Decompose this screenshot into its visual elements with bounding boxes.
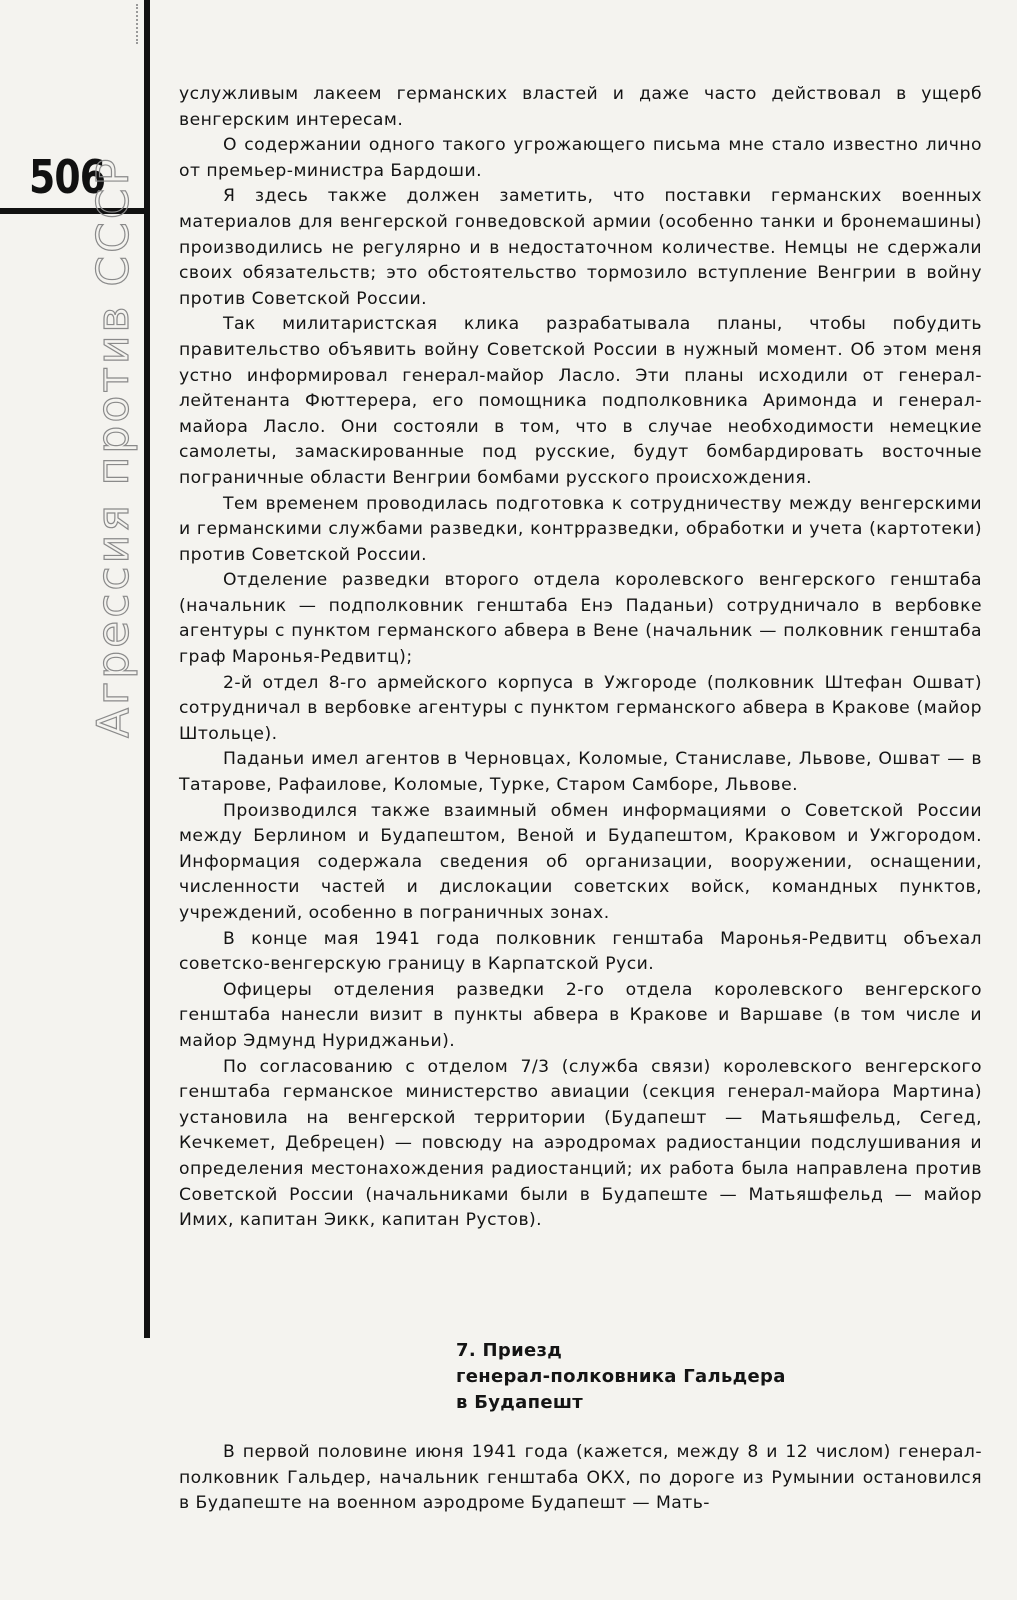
paragraph-10: В конце мая 1941 года полковник генштаба Маронья-Редвитц объехал советско-венгерскую границу в Карпатской Руси. — [179, 928, 982, 975]
paragraph-1: услужливым лакеем германских властей и даже часто действовал в ущерб венгерским интересам. — [179, 84, 982, 130]
paragraph-7: 2-й отдел 8-го армейского корпуса в Ужгороде (полковник Штефан Ошват) сотрудничал в вербовке агентуры с пунктом германского абвера в Кракове (майор Штольце). — [179, 672, 982, 744]
running-title-vertical: Агрессия против СССР — [88, 155, 139, 738]
paragraph-5: Тем временем проводилась подготовка к сотрудничеству между венгерскими и германскими службами разведки, контрразведки, обработки и учета (картотеки) против Советской России. — [179, 493, 982, 565]
paragraph-12: По согласованию с отделом 7/3 (служба связи) королевского венгерского генштаба германское министерство авиации (секция генерал-майора Мартина) установила на венгерской территории (Будапешт — Матьяшфельд, Сегед, Кечкемет, Дебрецен) — повсюду на аэродромах радиостанции подслушивания и определения местонахождения радиостанций; их работа была направлена против Советской России (начальниками были в Будапеште — Матьяшфельд — майор Имих, капитан Эикк, капитан Рустов). — [179, 1056, 982, 1231]
margin-vertical-rule — [144, 0, 150, 1338]
section-paragraph: В первой половине июня 1941 года (кажется, между 8 и 12 числом) генерал-полковник Гальдер, начальник генштаба ОКХ, по дороге из Румынии остановился в Будапеште на военном аэродроме Будапешт — Мать- — [179, 1442, 982, 1514]
paragraph-8: Паданьи имел агентов в Черновцах, Коломые, Станиславе, Львове, Ошват — в Татарове, Рафаилове, Коломые, Турке, Старом Самборе, Львове. — [179, 749, 982, 796]
paragraph-4: Так милитаристская клика разрабатывала планы, чтобы побудить правительство объявить войну Советской России в нужный момент. Об этом меня устно информировал генерал-майор Ласло. Эти планы исходили от генерал-лейтенанта Фюттерера, его помощника подполковника Аримонда и генерал-майора Ласло. Они состояли в том, что в случае необходимости немецкие самолеты, замаскированные под русские, будут бомбардировать восточные пограничные области Венгрии бомбами русского происхождения. — [179, 314, 982, 488]
section-heading-line-1: 7. Приезд — [456, 1340, 563, 1361]
paragraph-2: О содержании одного такого угрожающего письма мне стало известно лично от премьер-министра Бардоши. — [179, 135, 982, 181]
section-heading-line-3: в Будапешт — [456, 1392, 583, 1413]
paragraph-6: Отделение разведки второго отдела королевского венгерского генштаба (начальник — подполковник генштаба Енэ Паданьи) сотрудничало в вербовке агентуры с пунктом германского абвера в Вене (начальник — полковник генштаба граф Маронья-Редвитц); — [179, 570, 982, 668]
page-number: 506 — [28, 150, 106, 204]
section-heading-line-2: генерал-полковника Гальдера — [456, 1366, 786, 1387]
section-text-column — [179, 1440, 982, 1517]
paragraph-9: Производился также взаимный обмен информациями о Советской России между Берлином и Будапештом, Веной и Будапештом, Краковом и Ужгородом. Информация содержала сведения об организации, вооружении, оснащении, численности частей и дислокации советских войск, командных пунктов, учреждений, особенно в пограничных зонах. — [179, 800, 982, 923]
main-text-column — [179, 82, 982, 1234]
paragraph-11: Офицеры отделения разведки 2-го отдела королевского венгерского генштаба нанесли визит в пункты абвера в Кракове и Варшаве (в том числе и майор Эдмунд Нуриджаньи). — [179, 979, 982, 1051]
scan-speck — [136, 4, 142, 44]
section-heading — [456, 1338, 876, 1416]
paragraph-3: Я здесь также должен заметить, что поставки германских военных материалов для венгерской гонведовской армии (особенно танки и бронемашины) производились не регулярно и в недостаточном количестве. Немцы не сдержали своих обязательств; это обстоятельство тормозило вступление Венгрии в войну против Советской России. — [179, 186, 982, 309]
